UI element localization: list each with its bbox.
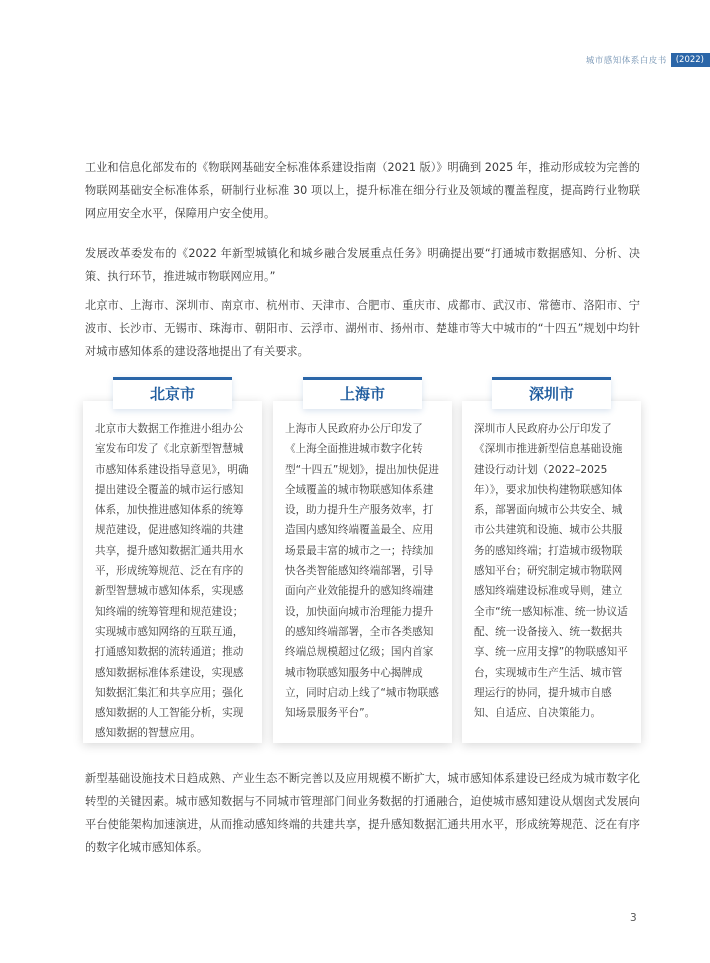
card-beijing [83, 377, 262, 743]
card-body-shenzhen: 深圳市人民政府办公厅印发了《深圳市推进新型信息基础设施建设行动计划（2022–2025 年）》，要求加快构建物联感知体系，部署面向城市公共安全、城市公共建筑和设施、城市公共服务的感知终端；打造城市级物联感知平台；研究制定城市物联网感知终端建设标准或导则，建立全市“统一感知标准、统一协议适配、统一设备接入、统一数据共享、统一应用支撑”的物联感知平台，实现城市生产生活、城市管理运行的协同，提升城市自感知、自适应、自决策能力。 [462, 401, 641, 743]
paragraph-city-plans: 北京市、上海市、深圳市、南京市、杭州市、天津市、合肥市、重庆市、成都市、武汉市、常德市、洛阳市、宁波市、长沙市、无锡市、珠海市、朝阳市、云浮市、湖州市、扬州市、楚雄市等大中城市的“十四五”规划中均针对城市感知体系的建设落地提出了有关要求。 [85, 299, 640, 358]
card-title-shanghai: 上海市 [303, 377, 422, 409]
card-shanghai [273, 377, 452, 743]
card-shenzhen [462, 377, 641, 743]
paragraph-iot-standard: 工业和信息化部发布的《物联网基础安全标准体系建设指南（2021 版）》明确到 2025 年，推动形成较为完善的物联网基础安全标准体系，研制行业标准 30 项以上，提升标准在细分行业及领域的覆盖程度，提高跨行业物联网应用安全水平，保障用户安全使用。 [85, 161, 640, 220]
card-title-beijing: 北京市 [113, 377, 232, 409]
paragraph-urbanization-task: 发展改革委发布的《2022 年新型城镇化和城乡融合发展重点任务》明确提出要“打通城市数据感知、分析、决策、执行环节，推进城市物联网应用。” [85, 247, 640, 283]
card-body-beijing: 北京市大数据工作推进小组办公室发布印发了《北京新型智慧城市感知体系建设指导意见》，明确提出建设全覆盖的城市运行感知体系，加快推进感知体系的统筹规范建设，促进感知终端的共建共享，提升感知数据汇通共用水平，形成统筹规范、泛在有序的新型智慧城市感知体系，实现感知终端的统筹管理和规范建设；实现城市感知网络的互联互通，打通感知数据的流转通道；推动感知数据标准体系建设，实现感知数据汇集汇和共享应用；强化感知数据的人工智能分析，实现感知数据的智慧应用。 [83, 401, 262, 743]
card-title-shenzhen: 深圳市 [492, 377, 611, 409]
header-title: 城市感知体系白皮书 [585, 56, 667, 66]
header-year-badge: (2022) [671, 53, 710, 67]
page-number: 3 [630, 912, 637, 924]
running-header [586, 53, 710, 67]
card-body-shanghai: 上海市人民政府办公厅印发了《上海全面推进城市数字化转型“十四五”规划》，提出加快促进全域覆盖的城市物联感知体系建设，助力提升生产服务效率，打造国内感知终端覆盖最全、应用场景最丰富的城市之一；持续加快各类智能感知终端部署，引导面向产业效能提升的感知终端建设，加快面向城市治理能力提升的感知终端部署，全市各类感知终端总规模超过亿级；国内首家城市物联感知服务中心揭牌成立，同时启动上线了“城市物联感知场景服务平台”。 [273, 401, 452, 743]
paragraph-conclusion: 新型基础设施技术日趋成熟、产业生态不断完善以及应用规模不断扩大，城市感知体系建设已经成为城市数字化转型的关键因素。城市感知数据与不同城市管理部门间业务数据的打通融合，迫使城市感知建设从烟囱式发展向平台使能架构加速演进，从而推动感知终端的共建共享，提升感知数据汇通共用水平，形成统筹规范、泛在有序的数字化城市感知体系。 [85, 772, 640, 854]
